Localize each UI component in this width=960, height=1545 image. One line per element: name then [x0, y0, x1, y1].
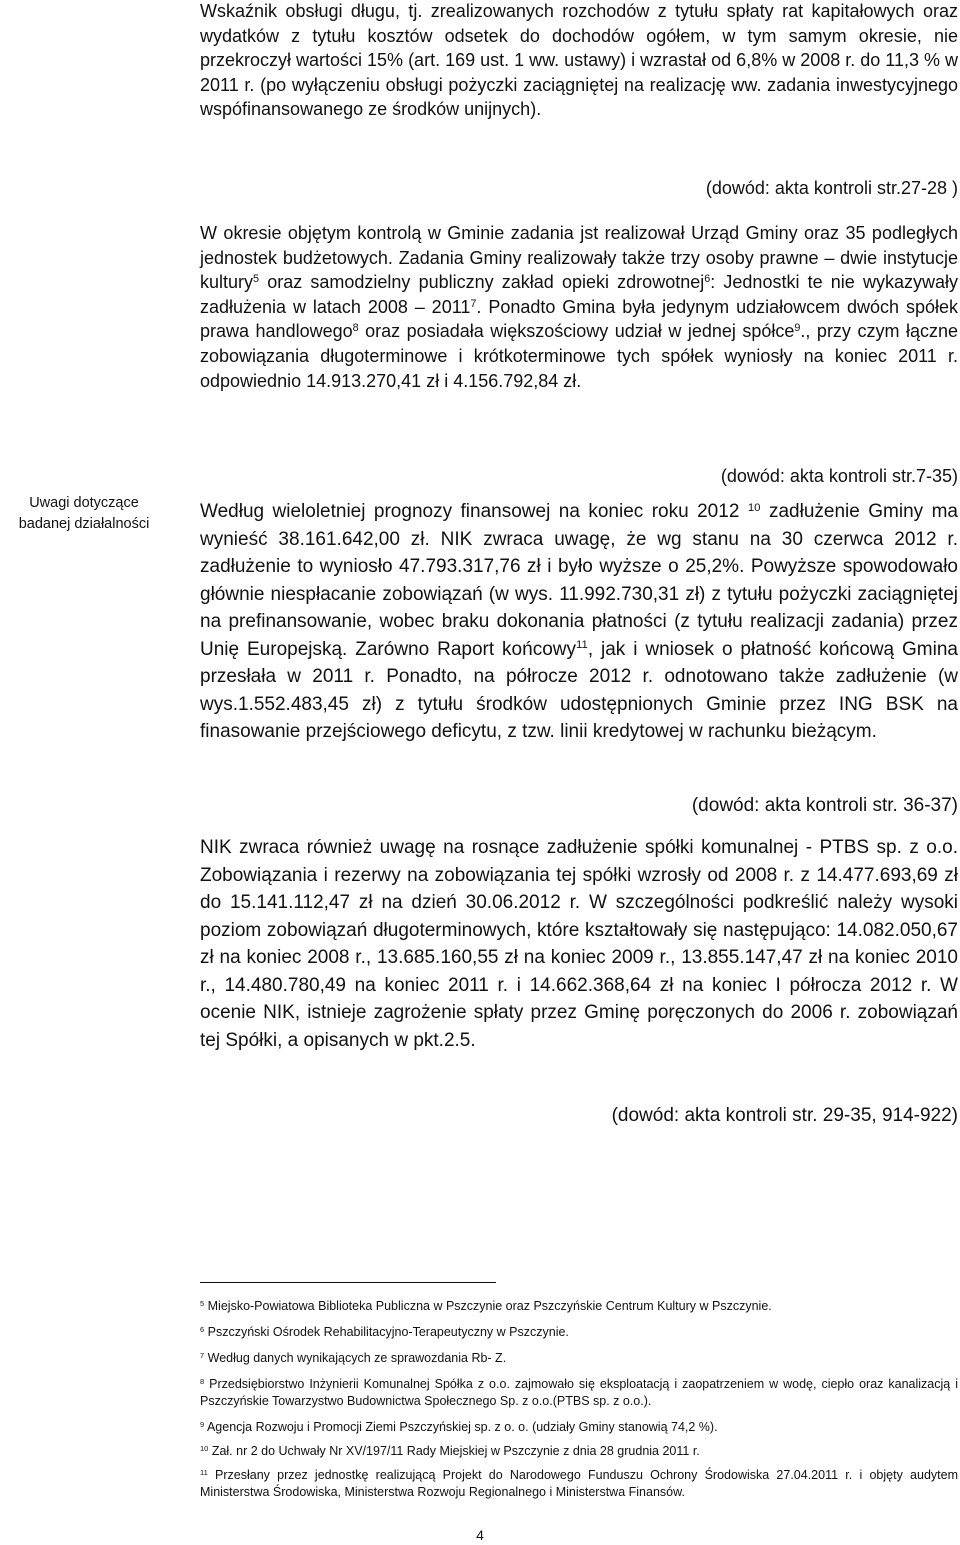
footnote-7 — [200, 1350, 958, 1367]
units-section — [200, 221, 958, 393]
footnote-9 — [200, 1419, 958, 1436]
debt-service-paragraph: Wskaźnik obsługi długu, tj. zrealizowanych rozchodów z tytułu spłaty rat kapitałowych oraz wydatków z tytułu kosztów odsetek do dochodów ogółem, w tym samym okresie, nie przekroczył wartości 15% (art. 169 ust. 1 ww. ustawy) i wzrastał od 6,8% w 2008 r. do 11,3 % w 2011 r. (po wyłączeniu obsługi pożyczki zaciągniętej na realizację ww. zadania inwestycyjnego wspófinansowanego ze środków unijnych). — [200, 1, 958, 120]
footnote-ref-9[interactable]: 9 — [794, 322, 801, 335]
units-paragraph — [200, 221, 958, 393]
debt-service-section — [200, 0, 958, 122]
evidence-reference-2: (dowód: akta kontroli str.7-35) — [720, 466, 958, 486]
page-number: 4 — [476, 1527, 484, 1543]
ptbs-section — [200, 834, 958, 1054]
footnote-ref-10[interactable]: 10 — [747, 501, 761, 514]
units-text-d: . Ponadto Gmina była jedynym udziałowcem dwóch spółek prawa handlowego — [200, 296, 958, 342]
footnote-text: Miejsko-Powiatowa Biblioteka Publiczna w Pszczynie oraz Pszczyńskie Centrum Kultury w Pszczynie. — [204, 1299, 772, 1313]
sidebar-label-line1: Uwagi dotyczące — [29, 495, 139, 511]
footnote-number: 7 — [200, 1350, 205, 1360]
units-text-f: ., przy czym łączne zobowiązania długoterminowe i krótkoterminowe tych spółek wyniosły na koniec 2011 r. odpowiednio 14.913.270,41 zł i 4.156.792,84 zł. — [200, 321, 958, 391]
units-text-c: : Jednostki te nie wykazywały zadłużenia w latach 2008 – 2011 — [200, 272, 958, 317]
ptbs-paragraph: NIK zwraca również uwagę na rosnące zadłużenie spółki komunalnej - PTBS sp. z o.o. Zobowiązania i rezerwy na zobowiązania tej spółki wzrosły od 2008 r. z 14.477.693,69 zł do 15.141.112,47 zł na dzień 30.06.2012 r. W szczególności podkreślić należy wysoki poziom zobowiązań długoterminowych, które kształtowały się następująco: 14.082.050,67 zł na koniec 2008 r., 13.685.160,55 zł na koniec 2009 r., 13.855.147,47 zł na koniec 2010 r., 14.480.780,49 na koniec 2011 r. i 14.662.368,64 zł na koniec I półrocza 2012 r. W ocenie NIK, istnieje zagrożenie spłaty przez Gminę poręczonych do 2006 r. zobowiązań tej Spółki, a opisanych w pkt.2.5. — [200, 837, 958, 1051]
footnote-10 — [200, 1443, 958, 1460]
evidence-1-wrap — [200, 176, 958, 200]
footnote-ref-5[interactable]: 5 — [253, 273, 260, 286]
sidebar-label-line2: badanej działalności — [18, 516, 150, 532]
evidence-reference-4: (dowód: akta kontroli str. 29-35, 914-922) — [611, 1105, 958, 1126]
footnote-number: 5 — [200, 1298, 205, 1308]
footnote-text: Przedsiębiorstwo Inżynierii Komunalnej Spółka z o.o. zajmowało się eksploatacją i zaopatrzeniem w wodę, ciepło oraz kanalizacją i Pszczyńskie Towarzystwo Budownictwa Społecznego Sp. z o.o.(PTBS sp. z o.o.). — [200, 1377, 958, 1408]
footnote-text: Przesłany przez jednostkę realizującą Projekt do Narodowego Funduszu Ochrony Środowiska 27.04.2011 r. i objęty audytem Ministerstwa Środowiska, Ministerstwa Rozwoju Regionalnego i Ministerstwa Finansów. — [200, 1468, 958, 1499]
footnote-number: 6 — [200, 1324, 205, 1334]
footnote-separator — [200, 1282, 496, 1283]
footnote-11 — [200, 1467, 958, 1501]
evidence-reference-3: (dowód: akta kontroli str. 36-37) — [691, 795, 958, 816]
footnote-text: Pszczyński Ośrodek Rehabilitacyjno-Terapeutyczny w Pszczynie. — [204, 1325, 569, 1339]
units-text-e: oraz posiadała większościowy udział w jednej spółce — [358, 321, 795, 342]
evidence-3-wrap — [200, 794, 958, 818]
footnote-text: Agencja Rozwoju i Promocji Ziemi Pszczyńskiej sp. z o. o. (udziały Gminy stanowią 74,2 %). — [204, 1420, 718, 1434]
footnote-number: 11 — [200, 1467, 208, 1477]
footnote-text: Zał. nr 2 do Uchwały Nr XV/197/11 Rady Miejskiej w Pszczynie z dnia 28 grudnia 2011 r. — [208, 1444, 700, 1458]
forecast-text-b: zadłużenie Gminy ma wynieść 38.161.642,00 zł. NIK zwraca uwagę, że wg stanu na 30 czerwca 2012 r. zadłużenie to wyniosło 47.793.317,76 zł i było wyższe o 25,2%. Powyższe spowodowało głównie niespłacanie zobowiązań (w wys. 11.992.730,31 zł) z tytułu pożyczki zaciągniętej na prefinansowanie, wobec braku dokonania płatności (z tytułu realizacji zadania) przez Unię Europejską. Zarówno Raport końcowy — [200, 501, 958, 660]
footnote-ref-8[interactable]: 8 — [352, 322, 359, 335]
footnote-number: 10 — [200, 1443, 209, 1453]
footnote-number: 9 — [200, 1419, 205, 1429]
units-text-b: oraz samodzielny publiczny zakład opieki zdrowotnej — [259, 272, 705, 293]
evidence-reference-1: (dowód: akta kontroli str.27-28 ) — [705, 178, 958, 198]
forecast-text-c: , jak i wniosek o płatność końcową Gmina przesłała w 2011 r. Ponadto, na półrocze 2012 r. odnotowano także zadłużenie (w wys.1.552.483,45 zł) z tytułu środków udostępnionych Gminie przez ING BSK na finasowanie przejściowego deficytu, z tzw. linii kredytowej w rachunku bieżącym. — [200, 638, 958, 742]
forecast-text-a: Według wieloletniej prognozy finansowej na koniec roku 2012 — [200, 501, 740, 522]
footnote-number: 8 — [200, 1376, 205, 1386]
evidence-2-wrap — [200, 464, 958, 488]
footnote-8 — [200, 1376, 958, 1410]
footnote-ref-6[interactable]: 6 — [704, 273, 711, 286]
evidence-4-wrap — [200, 1104, 958, 1128]
footnote-ref-7[interactable]: 7 — [470, 297, 477, 310]
forecast-section — [200, 498, 958, 746]
footnote-5 — [200, 1298, 958, 1315]
footnote-text: Według danych wynikających ze sprawozdania Rb- Z. — [204, 1351, 507, 1365]
section-sidebar-label — [0, 493, 168, 535]
footnote-6 — [200, 1324, 958, 1341]
forecast-paragraph — [200, 498, 958, 746]
footnote-ref-11[interactable]: 11 — [575, 639, 588, 652]
units-text-a: W okresie objętym kontrolą w Gminie zadania jst realizował Urząd Gminy oraz 35 podległych jednostek budżetowych. Zadania Gminy realizowały także trzy osoby prawne – dwie instytucje kultury — [200, 223, 958, 293]
